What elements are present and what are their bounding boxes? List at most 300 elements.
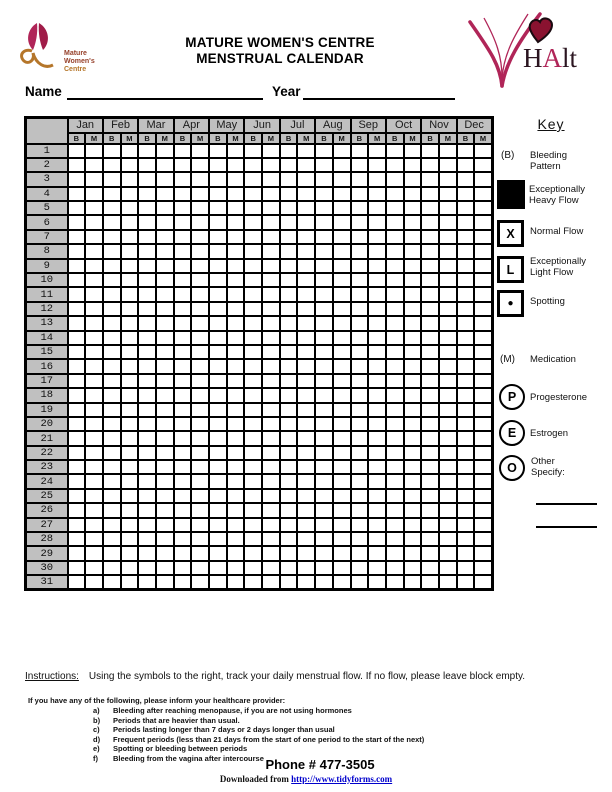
grid-cell <box>280 230 298 244</box>
progesterone-symbol-circle <box>499 384 525 410</box>
heart-icon <box>530 18 552 42</box>
grid-cell <box>315 259 333 273</box>
day-row <box>26 230 493 244</box>
grid-cell <box>227 532 245 546</box>
grid-cell <box>68 403 86 417</box>
grid-cell <box>244 546 262 560</box>
grid-cell <box>191 374 209 388</box>
grid-cell <box>351 460 369 474</box>
grid-cell <box>297 417 315 431</box>
grid-cell <box>457 331 475 345</box>
subcol-header: M <box>85 133 103 144</box>
grid-cell <box>280 532 298 546</box>
grid-cell <box>439 187 457 201</box>
grid-cell <box>315 417 333 431</box>
grid-cell <box>280 345 298 359</box>
day-row <box>26 417 493 431</box>
grid-cell <box>174 273 192 287</box>
grid-cell <box>262 388 280 402</box>
other-specify-line-2 <box>536 526 597 528</box>
grid-cell <box>68 302 86 316</box>
grid-cell <box>404 388 422 402</box>
grid-cell <box>386 546 404 560</box>
day-number: 20 <box>26 417 68 431</box>
grid-cell <box>103 287 121 301</box>
grid-cell <box>227 273 245 287</box>
grid-cell <box>191 532 209 546</box>
grid-cell <box>439 201 457 215</box>
grid-cell <box>156 201 174 215</box>
grid-cell <box>227 503 245 517</box>
grid-cell <box>209 532 227 546</box>
grid-cell <box>386 244 404 258</box>
grid-cell <box>333 345 351 359</box>
grid-cell <box>386 302 404 316</box>
grid-cell <box>386 230 404 244</box>
grid-cell <box>227 446 245 460</box>
grid-cell <box>174 345 192 359</box>
grid-cell <box>351 561 369 575</box>
grid-cell <box>386 144 404 158</box>
day-number: 28 <box>26 532 68 546</box>
grid-cell <box>421 518 439 532</box>
grid-cell <box>191 144 209 158</box>
month-header: Dec <box>457 118 492 133</box>
grid-cell <box>244 172 262 186</box>
grid-cell <box>315 201 333 215</box>
grid-cell <box>68 561 86 575</box>
grid-cell <box>174 446 192 460</box>
grid-cell <box>68 273 86 287</box>
subcol-header: M <box>333 133 351 144</box>
grid-cell <box>474 359 492 373</box>
year-label: Year <box>272 84 301 99</box>
grid-cell <box>191 561 209 575</box>
grid-cell <box>386 316 404 330</box>
grid-cell <box>297 158 315 172</box>
grid-cell <box>404 331 422 345</box>
grid-cell <box>315 388 333 402</box>
grid-cell <box>386 345 404 359</box>
grid-cell <box>368 403 386 417</box>
grid-cell <box>368 417 386 431</box>
grid-cell <box>174 518 192 532</box>
grid-cell <box>103 259 121 273</box>
grid-cell <box>85 460 103 474</box>
day-number: 21 <box>26 431 68 445</box>
grid-cell <box>85 187 103 201</box>
grid-cell <box>262 518 280 532</box>
grid-cell <box>474 230 492 244</box>
medication-label: Medication <box>530 354 576 365</box>
grid-cell <box>103 215 121 229</box>
grid-cell <box>404 259 422 273</box>
grid-cell <box>227 359 245 373</box>
grid-cell <box>121 259 139 273</box>
grid-cell <box>368 561 386 575</box>
grid-cell <box>333 158 351 172</box>
grid-cell <box>85 474 103 488</box>
grid-cell <box>457 546 475 560</box>
grid-cell <box>474 561 492 575</box>
grid-cell <box>297 359 315 373</box>
grid-cell <box>351 388 369 402</box>
grid-cell <box>439 489 457 503</box>
grid-cell <box>174 532 192 546</box>
grid-cell <box>404 446 422 460</box>
grid-cell <box>368 489 386 503</box>
grid-cell <box>439 273 457 287</box>
grid-cell <box>121 474 139 488</box>
day-row <box>26 474 493 488</box>
grid-cell <box>297 546 315 560</box>
grid-cell <box>262 302 280 316</box>
grid-cell <box>315 187 333 201</box>
grid-cell <box>174 474 192 488</box>
grid-cell <box>209 575 227 590</box>
grid-cell <box>121 316 139 330</box>
grid-cell <box>191 518 209 532</box>
grid-cell <box>138 302 156 316</box>
grid-cell <box>421 575 439 590</box>
grid-cell <box>297 374 315 388</box>
grid-cell <box>368 518 386 532</box>
subcol-header: M <box>156 133 174 144</box>
grid-cell <box>280 158 298 172</box>
grid-cell <box>333 302 351 316</box>
grid-cell <box>421 546 439 560</box>
grid-cell <box>191 215 209 229</box>
grid-cell <box>315 144 333 158</box>
grid-cell <box>297 388 315 402</box>
grid-cell <box>85 518 103 532</box>
heavy-flow-swatch <box>497 180 525 209</box>
grid-cell <box>404 374 422 388</box>
grid-cell <box>474 172 492 186</box>
grid-cell <box>68 446 86 460</box>
grid-cell <box>315 345 333 359</box>
month-header-row <box>26 118 493 133</box>
grid-cell <box>297 144 315 158</box>
grid-cell <box>297 244 315 258</box>
grid-cell <box>368 273 386 287</box>
grid-cell <box>191 244 209 258</box>
provider-item-e <box>93 744 424 754</box>
grid-cell <box>68 417 86 431</box>
grid-cell <box>191 446 209 460</box>
grid-cell <box>156 431 174 445</box>
grid-cell <box>227 172 245 186</box>
grid-cell <box>457 374 475 388</box>
day-number: 4 <box>26 187 68 201</box>
grid-cell <box>68 518 86 532</box>
grid-cell <box>439 388 457 402</box>
grid-cell <box>386 388 404 402</box>
subcol-header: M <box>474 133 492 144</box>
grid-cell <box>333 546 351 560</box>
grid-cell <box>244 374 262 388</box>
grid-cell <box>404 316 422 330</box>
grid-cell <box>280 474 298 488</box>
grid-cell <box>262 316 280 330</box>
grid-cell <box>85 388 103 402</box>
subcolumn-header-row <box>26 133 493 144</box>
day-row <box>26 532 493 546</box>
grid-cell <box>421 144 439 158</box>
grid-cell <box>474 273 492 287</box>
grid-cell <box>103 460 121 474</box>
other-symbol-circle <box>499 455 525 481</box>
grid-cell <box>404 561 422 575</box>
grid-cell <box>474 287 492 301</box>
grid-cell <box>103 431 121 445</box>
grid-cell <box>121 158 139 172</box>
mature-womens-centre-logo <box>16 20 116 82</box>
subcol-header: B <box>421 133 439 144</box>
grid-cell <box>439 532 457 546</box>
grid-cell <box>121 460 139 474</box>
grid-cell <box>474 532 492 546</box>
grid-cell <box>457 158 475 172</box>
grid-cell <box>351 446 369 460</box>
grid-cell <box>262 345 280 359</box>
grid-cell <box>103 417 121 431</box>
grid-cell <box>280 187 298 201</box>
grid-cell <box>474 503 492 517</box>
grid-cell <box>439 287 457 301</box>
grid-cell <box>262 546 280 560</box>
grid-cell <box>262 172 280 186</box>
grid-cell <box>404 158 422 172</box>
grid-cell <box>297 561 315 575</box>
grid-cell <box>351 316 369 330</box>
grid-cell <box>138 259 156 273</box>
day-row <box>26 359 493 373</box>
grid-cell <box>262 201 280 215</box>
bleeding-label: Bleeding Pattern <box>530 150 567 172</box>
provider-letter-c: c) <box>93 725 100 735</box>
grid-cell <box>68 201 86 215</box>
grid-cell <box>333 518 351 532</box>
grid-cell <box>315 359 333 373</box>
month-header: Mar <box>138 118 173 133</box>
grid-cell <box>227 302 245 316</box>
grid-cell <box>209 518 227 532</box>
grid-cell <box>244 388 262 402</box>
grid-cell <box>68 244 86 258</box>
grid-cell <box>244 403 262 417</box>
grid-cell <box>421 158 439 172</box>
grid-cell <box>191 388 209 402</box>
day-row <box>26 259 493 273</box>
corner-cell <box>26 118 68 144</box>
provider-list <box>93 706 424 764</box>
grid-cell <box>386 474 404 488</box>
grid-cell <box>262 244 280 258</box>
grid-cell <box>156 532 174 546</box>
medication-code: (M) <box>500 354 515 365</box>
grid-cell <box>244 359 262 373</box>
grid-cell <box>439 345 457 359</box>
grid-cell <box>474 403 492 417</box>
grid-cell <box>368 201 386 215</box>
grid-cell <box>121 302 139 316</box>
grid-cell <box>262 287 280 301</box>
provider-item-d <box>93 735 424 745</box>
grid-cell <box>280 575 298 590</box>
grid-cell <box>474 431 492 445</box>
grid-cell <box>474 316 492 330</box>
grid-cell <box>191 259 209 273</box>
grid-cell <box>297 431 315 445</box>
grid-cell <box>156 388 174 402</box>
grid-cell <box>368 158 386 172</box>
grid-cell <box>474 546 492 560</box>
grid-cell <box>262 158 280 172</box>
grid-cell <box>191 230 209 244</box>
grid-cell <box>138 345 156 359</box>
grid-cell <box>421 403 439 417</box>
subcol-header: M <box>191 133 209 144</box>
subcol-header: B <box>315 133 333 144</box>
grid-cell <box>404 575 422 590</box>
grid-cell <box>244 201 262 215</box>
grid-cell <box>351 474 369 488</box>
grid-cell <box>297 172 315 186</box>
day-number: 24 <box>26 474 68 488</box>
grid-cell <box>421 503 439 517</box>
day-number: 11 <box>26 287 68 301</box>
grid-cell <box>386 215 404 229</box>
grid-cell <box>351 287 369 301</box>
grid-cell <box>209 561 227 575</box>
download-prefix: Downloaded from <box>219 774 292 784</box>
grid-cell <box>174 259 192 273</box>
day-row <box>26 431 493 445</box>
grid-cell <box>262 575 280 590</box>
grid-cell <box>244 273 262 287</box>
grid-cell <box>333 187 351 201</box>
day-number: 25 <box>26 489 68 503</box>
grid-cell <box>227 561 245 575</box>
grid-cell <box>227 187 245 201</box>
grid-cell <box>474 144 492 158</box>
day-row <box>26 345 493 359</box>
grid-cell <box>103 446 121 460</box>
spotting-label: Spotting <box>530 296 565 307</box>
grid-cell <box>138 331 156 345</box>
grid-cell <box>280 201 298 215</box>
grid-cell <box>315 489 333 503</box>
grid-cell <box>191 273 209 287</box>
grid-cell <box>85 172 103 186</box>
grid-cell <box>386 359 404 373</box>
grid-cell <box>404 403 422 417</box>
month-header: Sep <box>351 118 386 133</box>
grid-cell <box>121 187 139 201</box>
grid-cell <box>404 215 422 229</box>
bleeding-code: (B) <box>501 150 515 161</box>
grid-cell <box>85 489 103 503</box>
grid-cell <box>244 518 262 532</box>
subcol-header: B <box>138 133 156 144</box>
grid-cell <box>386 273 404 287</box>
grid-cell <box>474 244 492 258</box>
grid-cell <box>368 532 386 546</box>
grid-cell <box>386 532 404 546</box>
day-number: 1 <box>26 144 68 158</box>
grid-cell <box>333 259 351 273</box>
grid-cell <box>386 187 404 201</box>
grid-cell <box>439 474 457 488</box>
grid-cell <box>138 273 156 287</box>
grid-cell <box>297 316 315 330</box>
grid-cell <box>457 489 475 503</box>
day-number: 5 <box>26 201 68 215</box>
grid-cell <box>85 316 103 330</box>
grid-cell <box>262 374 280 388</box>
grid-cell <box>351 187 369 201</box>
grid-cell <box>209 273 227 287</box>
grid-cell <box>297 273 315 287</box>
subcol-header: M <box>368 133 386 144</box>
other-specify-label: Other Specify: <box>531 456 565 478</box>
key-title: Key <box>537 116 565 132</box>
grid-cell <box>315 230 333 244</box>
grid-cell <box>421 431 439 445</box>
grid-cell <box>457 230 475 244</box>
grid-cell <box>121 388 139 402</box>
grid-cell <box>138 431 156 445</box>
grid-cell <box>244 561 262 575</box>
estrogen-label: Estrogen <box>530 428 569 439</box>
grid-cell <box>351 532 369 546</box>
grid-cell <box>121 561 139 575</box>
grid-cell <box>404 532 422 546</box>
grid-cell <box>315 273 333 287</box>
grid-cell <box>404 187 422 201</box>
tidyforms-link[interactable]: http://www.tidyforms.com <box>291 774 393 784</box>
grid-cell <box>121 417 139 431</box>
grid-cell <box>368 215 386 229</box>
grid-cell <box>280 374 298 388</box>
grid-cell <box>191 201 209 215</box>
grid-cell <box>333 460 351 474</box>
grid-cell <box>156 460 174 474</box>
grid-cell <box>121 230 139 244</box>
grid-cell <box>474 158 492 172</box>
logo-word-mature: Mature <box>64 50 87 57</box>
provider-item-a <box>93 706 424 716</box>
grid-cell <box>333 144 351 158</box>
grid-cell <box>85 287 103 301</box>
day-row <box>26 316 493 330</box>
grid-cell <box>368 230 386 244</box>
grid-cell <box>209 302 227 316</box>
grid-cell <box>404 417 422 431</box>
normal-flow-symbol-box <box>497 220 524 247</box>
grid-cell <box>333 446 351 460</box>
grid-cell <box>421 345 439 359</box>
grid-cell <box>333 316 351 330</box>
grid-cell <box>121 575 139 590</box>
provider-item-c <box>93 725 424 735</box>
grid-cell <box>368 474 386 488</box>
grid-cell <box>227 345 245 359</box>
grid-cell <box>156 374 174 388</box>
halt-letter-h: H <box>523 43 543 73</box>
grid-cell <box>121 215 139 229</box>
